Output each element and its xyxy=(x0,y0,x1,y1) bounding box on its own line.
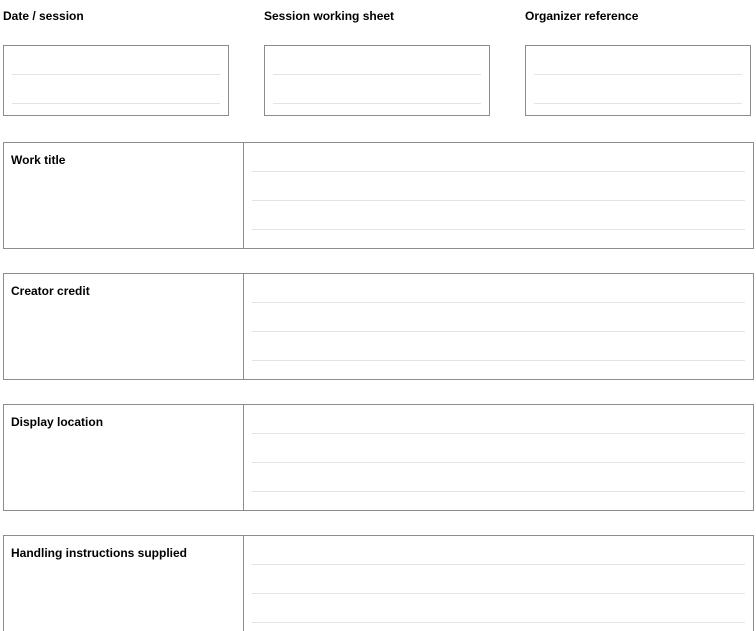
writing-line xyxy=(252,593,745,594)
handling-instructions-label-cell xyxy=(4,536,244,631)
creator-credit-label: Creator credit xyxy=(11,284,90,298)
session-working-sheet-title: Session working sheet xyxy=(264,9,395,23)
writing-line xyxy=(12,74,220,75)
work-title-label: Work title xyxy=(11,153,66,167)
writing-line xyxy=(252,360,745,361)
writing-line xyxy=(252,433,745,434)
handling-instructions-row xyxy=(3,535,754,631)
writing-line xyxy=(252,200,745,201)
display-location-label: Display location xyxy=(11,415,104,429)
date-session-field[interactable] xyxy=(3,45,229,116)
organizer-reference-field[interactable] xyxy=(525,45,751,116)
organizer-reference-label: Organizer reference xyxy=(525,9,639,23)
creator-credit-field[interactable] xyxy=(244,274,753,379)
writing-line xyxy=(12,103,220,104)
writing-line xyxy=(273,103,481,104)
work-title-row xyxy=(3,142,754,249)
writing-line xyxy=(252,564,745,565)
writing-line xyxy=(252,302,745,303)
writing-line xyxy=(252,622,745,623)
work-title-field[interactable] xyxy=(244,143,753,248)
writing-line xyxy=(252,491,745,492)
writing-line xyxy=(534,74,742,75)
writing-line xyxy=(273,74,481,75)
writing-line xyxy=(252,331,745,332)
creator-credit-row xyxy=(3,273,754,380)
session-working-sheet-field[interactable] xyxy=(264,45,490,116)
writing-line xyxy=(534,103,742,104)
display-location-label-cell xyxy=(4,405,244,510)
handling-instructions-field[interactable] xyxy=(244,536,753,631)
display-location-row xyxy=(3,404,754,511)
writing-line xyxy=(252,171,745,172)
writing-line xyxy=(252,462,745,463)
handling-instructions-label: Handling instructions supplied xyxy=(11,546,188,560)
date-session-label: Date / session xyxy=(3,9,84,23)
work-title-label-cell xyxy=(4,143,244,248)
writing-line xyxy=(252,229,745,230)
creator-credit-label-cell xyxy=(4,274,244,379)
display-location-field[interactable] xyxy=(244,405,753,510)
